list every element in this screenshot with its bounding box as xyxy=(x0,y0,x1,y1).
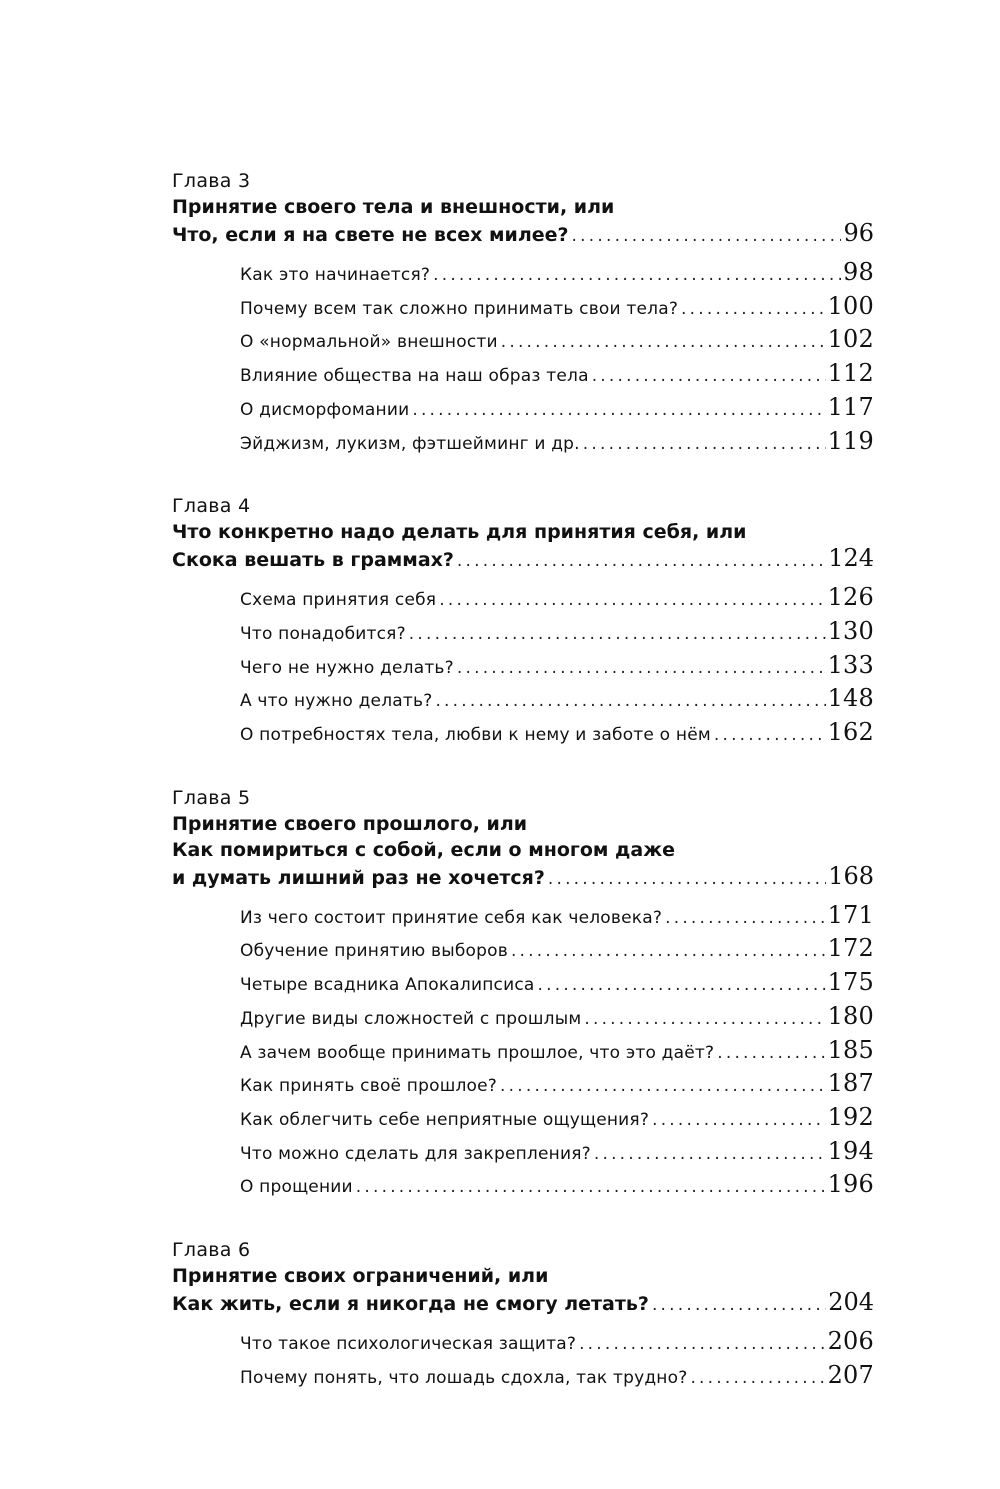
dot-leader xyxy=(581,1004,825,1035)
chapter-title-line: Что конкретно надо делать для принятия себя, или xyxy=(172,521,747,544)
toc-entry-page-number: 196 xyxy=(827,1170,874,1199)
toc-entry[interactable] xyxy=(240,1326,874,1360)
chapter-title-row[interactable] xyxy=(172,863,874,892)
toc-entry[interactable] xyxy=(240,1136,874,1170)
toc-entry-page-number: 192 xyxy=(827,1102,874,1131)
toc-entry-title: Другие виды сложностей с прошлым xyxy=(240,1008,582,1029)
dot-leader xyxy=(454,548,826,574)
toc-entry-title: О потребностях тела, любви к нему и заботе о нём xyxy=(240,725,711,746)
toc-entry-title: Из чего состоит принятие себя как человека? xyxy=(240,907,663,928)
chapter-page-number: 168 xyxy=(828,862,874,890)
dot-leader xyxy=(545,866,826,892)
toc-entry-page-number: 98 xyxy=(843,258,874,286)
chapter-label: Глава 3 xyxy=(172,170,251,192)
dot-leader xyxy=(498,327,826,358)
dot-leader xyxy=(569,223,842,249)
chapter-title-row[interactable] xyxy=(172,1289,874,1318)
toc-entry[interactable] xyxy=(240,616,874,650)
entry-list xyxy=(172,1326,874,1393)
toc-entry-title: Эйджизм, лукизм, фэтшейминг и др. xyxy=(240,433,580,454)
toc-entry-page-number: 148 xyxy=(827,684,874,713)
toc-entry-page-number: 133 xyxy=(827,650,874,679)
dot-leader xyxy=(649,1105,825,1136)
chapter-page-number: 96 xyxy=(843,220,874,247)
toc-entry[interactable] xyxy=(240,967,874,1001)
toc-entry-page-number: 126 xyxy=(827,583,874,612)
toc-entry[interactable] xyxy=(240,900,874,934)
toc-entry[interactable] xyxy=(240,1001,874,1035)
dot-leader xyxy=(430,260,841,291)
dot-leader xyxy=(649,1292,826,1318)
chapter-title-last-line: Как жить, если я никогда не смогу летать? xyxy=(172,1293,649,1316)
toc-entry-page-number: 130 xyxy=(827,616,874,645)
toc-entry-title: Чего не нужно делать? xyxy=(240,657,454,678)
toc-entry-page-number: 117 xyxy=(827,392,874,421)
toc-entry-page-number: 171 xyxy=(827,900,874,929)
dot-leader xyxy=(508,936,826,967)
toc-entry-title: О прощении xyxy=(240,1177,353,1198)
dot-leader xyxy=(589,361,826,392)
dot-leader xyxy=(580,429,826,460)
toc-entry-title: Влияние общества на наш образ тела xyxy=(240,366,589,387)
entry-list xyxy=(172,582,874,751)
chapter-title-row[interactable] xyxy=(172,545,874,574)
toc-entry-title: О дисморфомании xyxy=(240,399,410,420)
toc-entry[interactable] xyxy=(240,1360,874,1394)
chapter-page-number: 204 xyxy=(828,1289,874,1317)
toc-entry[interactable] xyxy=(240,582,874,616)
toc-entry[interactable] xyxy=(240,933,874,967)
toc-entry[interactable] xyxy=(240,1102,874,1136)
chapter-title-line: Как помириться с собой, если о многом даже xyxy=(172,838,676,861)
chapter-label: Глава 5 xyxy=(172,786,251,809)
dot-leader xyxy=(436,585,825,616)
toc-entry-title: Как принять своё прошлое? xyxy=(240,1076,498,1097)
dot-leader xyxy=(662,903,825,934)
chapter-title-line: Принятие своих ограничений, или xyxy=(172,1265,549,1288)
chapter-section xyxy=(172,785,874,1203)
dot-leader xyxy=(497,1071,826,1102)
chapter-title-line: Принятие своего прошлого, или xyxy=(172,812,528,835)
dot-leader xyxy=(409,395,825,426)
toc-entry-page-number: 206 xyxy=(827,1327,874,1356)
toc-entry[interactable] xyxy=(240,650,874,684)
toc-entry[interactable] xyxy=(240,392,874,426)
chapter-section xyxy=(172,168,874,459)
toc-entry-title: Что понадобится? xyxy=(240,623,406,644)
chapter-title-line: Принятие своего тела и внешности, или xyxy=(172,196,615,218)
toc-entry[interactable] xyxy=(240,426,874,460)
dot-leader xyxy=(714,1038,825,1069)
toc-entry[interactable] xyxy=(240,683,874,717)
toc-entry[interactable] xyxy=(240,324,874,358)
entry-list xyxy=(172,257,874,459)
chapter-title-last-line: Скока вешать в граммах? xyxy=(172,549,454,572)
toc-entry-page-number: 172 xyxy=(827,934,874,963)
dot-leader xyxy=(432,686,825,717)
toc-entry[interactable] xyxy=(240,257,874,291)
toc-entry[interactable] xyxy=(240,1169,874,1203)
entry-list xyxy=(172,900,874,1203)
toc-entry-title: Почему понять, что лошадь сдохла, так трудно? xyxy=(240,1367,688,1388)
toc-entry-page-number: 100 xyxy=(827,291,874,320)
dot-leader xyxy=(406,619,826,650)
chapter-label: Глава 4 xyxy=(172,495,251,518)
dot-leader xyxy=(454,653,826,684)
toc-entry-page-number: 187 xyxy=(827,1069,874,1098)
toc-entry-title: О «нормальной» внешности xyxy=(240,332,498,353)
toc-entry-title: Что такое психологическая защита? xyxy=(240,1334,577,1355)
toc-entry-title: А что нужно делать? xyxy=(240,691,433,712)
chapter-section xyxy=(172,493,874,751)
toc-entry-page-number: 185 xyxy=(827,1035,874,1064)
toc-entry[interactable] xyxy=(240,358,874,392)
toc-entry-title: А зачем вообще принимать прошлое, что это даёт? xyxy=(240,1042,715,1063)
toc-entry-page-number: 180 xyxy=(827,1001,874,1030)
toc-entry-page-number: 207 xyxy=(827,1360,874,1389)
chapter-section xyxy=(172,1237,874,1393)
toc-entry-title: Схема принятия себя xyxy=(240,590,437,611)
toc-entry-title: Четыре всадника Апокалипсиса xyxy=(240,975,535,996)
chapter-label: Глава 6 xyxy=(172,1239,251,1262)
toc-entry-page-number: 162 xyxy=(827,718,874,747)
dot-leader xyxy=(711,720,826,751)
dot-leader xyxy=(353,1172,826,1203)
toc-entry-page-number: 175 xyxy=(827,968,874,997)
chapter-title-last-line: Что, если я на свете не всех милее? xyxy=(172,224,569,246)
toc-entry-title: Что можно сделать для закрепления? xyxy=(240,1143,591,1164)
toc-entry-title: Как это начинается? xyxy=(240,265,431,285)
dot-leader xyxy=(591,1139,826,1170)
dot-leader xyxy=(678,294,826,325)
toc-entry[interactable] xyxy=(240,291,874,325)
dot-leader xyxy=(576,1329,826,1360)
toc-entry[interactable] xyxy=(240,717,874,751)
toc-entry-page-number: 112 xyxy=(827,359,874,388)
dot-leader xyxy=(687,1363,825,1394)
chapter-title-last-line: и думать лишний раз не хочется? xyxy=(172,866,545,889)
toc-entry-page-number: 194 xyxy=(827,1136,874,1165)
dot-leader xyxy=(535,970,826,1001)
toc-entry-page-number: 119 xyxy=(827,426,874,455)
toc-entry-title: Обучение принятию выборов xyxy=(240,941,508,962)
toc-entry-page-number: 102 xyxy=(827,325,874,354)
toc-entry[interactable] xyxy=(240,1068,874,1102)
chapter-title-row[interactable] xyxy=(172,220,874,249)
toc-entry[interactable] xyxy=(240,1035,874,1069)
toc-entry-title: Как облегчить себе неприятные ощущения? xyxy=(240,1109,650,1130)
toc-entry-title: Почему всем так сложно принимать свои тела? xyxy=(240,298,679,319)
table-of-contents xyxy=(172,168,874,1427)
chapter-page-number: 124 xyxy=(828,545,874,573)
